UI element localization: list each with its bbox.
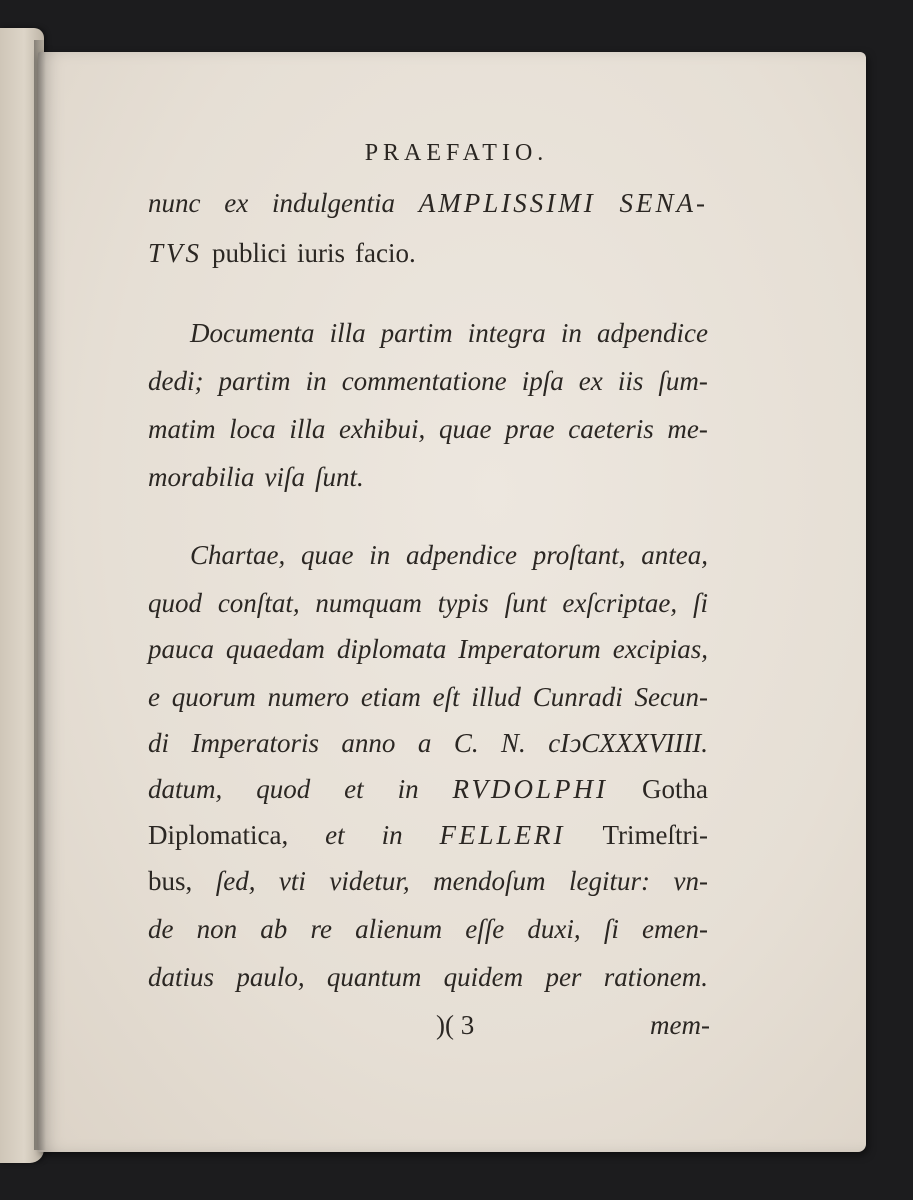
word: exhibui, (339, 414, 426, 444)
word: in (381, 820, 403, 850)
word: datum, (148, 774, 223, 804)
word: numero (267, 682, 350, 712)
text-line (148, 238, 708, 269)
word: duxi, (527, 914, 581, 944)
word: adpendice (596, 318, 708, 348)
word: re (310, 914, 332, 944)
word: ſi (692, 588, 708, 618)
text-line (148, 462, 708, 493)
word: conſtat, (217, 588, 300, 618)
word: iis (617, 366, 644, 396)
text-line (148, 866, 708, 897)
running-head: PRAEFATIO. (364, 140, 549, 166)
word: facio. (355, 238, 416, 268)
word: Documenta (190, 318, 315, 348)
text-line (148, 962, 708, 993)
word: matim (148, 414, 216, 444)
word: in (305, 366, 327, 396)
word: quaedam (225, 634, 325, 664)
word: exſcriptae, (562, 588, 678, 618)
word: integra (467, 318, 546, 348)
text-line (148, 634, 708, 665)
word: bus, (148, 866, 193, 896)
word: ſed, (215, 866, 256, 896)
word: anno (341, 728, 396, 758)
word: prae (505, 414, 555, 444)
word: Diplomatica, (148, 820, 289, 850)
text-line (148, 188, 708, 219)
word: Cunradi (532, 682, 623, 712)
word: nunc (148, 188, 201, 218)
text-line (148, 914, 708, 945)
text-line (190, 318, 708, 349)
word: ſum- (658, 366, 708, 396)
word: Gotha (641, 774, 708, 804)
word: pauca (148, 634, 214, 664)
text-line (190, 540, 708, 571)
word: di (148, 728, 170, 758)
word: in (397, 774, 419, 804)
word: in (369, 540, 391, 570)
text-line (148, 820, 708, 851)
word: et (325, 820, 345, 850)
word: ex (224, 188, 249, 218)
word: quorum (171, 682, 256, 712)
word: vti (278, 866, 306, 896)
word: quae (301, 540, 354, 570)
signature-mark: )( 3 (436, 1010, 475, 1040)
word: indulgentia (271, 188, 395, 218)
word: excipias, (612, 634, 708, 664)
word: ſi (603, 914, 619, 944)
word: vn- (673, 866, 708, 896)
word: ipſa (521, 366, 564, 396)
word: quod (256, 774, 311, 804)
word: a (417, 728, 432, 758)
word: etiam (360, 682, 421, 712)
word: FELLERI (439, 820, 566, 850)
word: Trimeſtri- (602, 820, 708, 850)
word: partim (218, 366, 291, 396)
word: ſunt. (315, 462, 364, 492)
word: videtur, (329, 866, 410, 896)
word: alienum (355, 914, 443, 944)
word: C. (453, 728, 479, 758)
word: ex (578, 366, 603, 396)
word: cIↄCXXXVIIII. (548, 728, 708, 758)
word: morabilia (148, 462, 255, 492)
word: datius (148, 962, 215, 992)
word: publici (212, 238, 288, 268)
word: legitur: (569, 866, 651, 896)
word: AMPLISSIMI (418, 188, 596, 218)
word: Chartae, (190, 540, 286, 570)
word: ab (260, 914, 288, 944)
word: de (148, 914, 174, 944)
word: iuris (297, 238, 346, 268)
word: caeteris (568, 414, 654, 444)
word: eſſe (465, 914, 505, 944)
text-line (148, 728, 708, 759)
word: quae (438, 414, 492, 444)
word: Secun- (634, 682, 708, 712)
word: typis (437, 588, 489, 618)
word: diplomata (336, 634, 447, 664)
word: quantum (326, 962, 422, 992)
word: rationem. (603, 962, 708, 992)
word: Imperatoris (191, 728, 319, 758)
text-line (148, 682, 708, 713)
word: commentatione (341, 366, 507, 396)
word: et (344, 774, 364, 804)
word: adpendice (406, 540, 517, 570)
word: loca (229, 414, 276, 444)
word: partim (380, 318, 453, 348)
word: quidem (443, 962, 524, 992)
text-line (148, 366, 708, 397)
text-line (148, 414, 708, 445)
word: Imperatorum (458, 634, 601, 664)
word: viſa (264, 462, 306, 492)
word: N. (501, 728, 526, 758)
text-line (148, 774, 708, 805)
word: dedi; (148, 366, 204, 396)
word: SENA- (619, 188, 708, 218)
word: illa (289, 414, 326, 444)
word: illa (329, 318, 366, 348)
word: paulo, (236, 962, 305, 992)
word: emen- (641, 914, 708, 944)
book-gutter (34, 40, 46, 1150)
word: ſunt (504, 588, 547, 618)
word: antea, (641, 540, 708, 570)
word: TVS (148, 238, 203, 268)
catchword: mem- (650, 1010, 710, 1040)
text-line (148, 588, 708, 619)
word: me- (667, 414, 708, 444)
word: e (148, 682, 160, 712)
word: in (560, 318, 582, 348)
word: quod (148, 588, 202, 618)
word: eſt (432, 682, 460, 712)
word: mendoſum (433, 866, 546, 896)
word: non (196, 914, 238, 944)
word: proſtant, (532, 540, 626, 570)
word: RVDOLPHI (452, 774, 609, 804)
word: illud (471, 682, 521, 712)
word: per (545, 962, 582, 992)
word: numquam (315, 588, 422, 618)
